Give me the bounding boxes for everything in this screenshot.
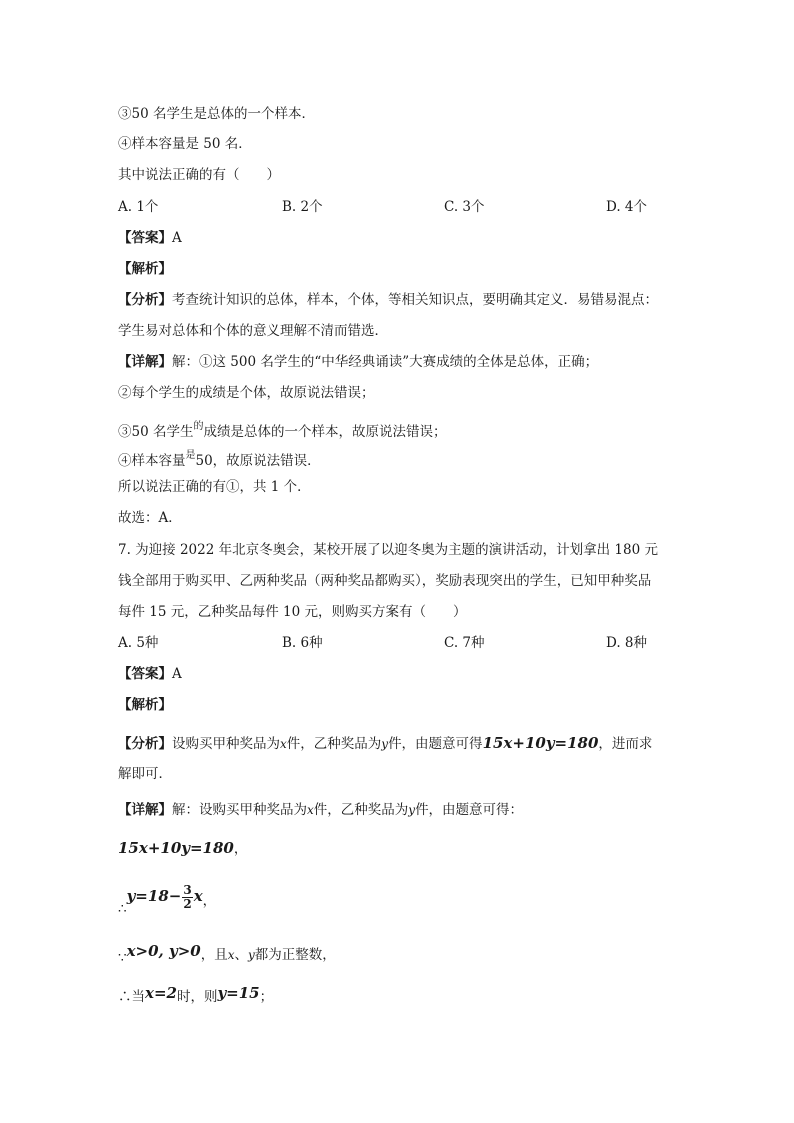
- q6-fenxi-line-2: 学生易对总体和个体的意义理解不清而错选．: [118, 323, 388, 339]
- equation: x: [193, 887, 203, 905]
- q6-option-b: B. 2个: [282, 199, 323, 215]
- q6-option-d: D. 4个: [606, 199, 648, 215]
- q6-option-c: C. 3个: [444, 199, 485, 215]
- detail-superscript: 的: [193, 421, 204, 432]
- variable-x: x: [227, 948, 235, 962]
- q7-fenxi-line-1: [118, 733, 652, 754]
- q7-equation-line-2: [118, 883, 217, 917]
- equation: 15x+10y=180: [118, 839, 234, 857]
- fenxi-text: 件，乙种奖品为: [286, 736, 382, 752]
- q7-stem-line-3: 每件 15 元，乙种奖品每件 10 元，则购买方案有（ ）: [118, 604, 467, 620]
- equation: x=2: [145, 984, 177, 1002]
- answer-label: 【答案】: [118, 666, 172, 682]
- variable-x: x: [280, 737, 287, 751]
- equation: y=18−: [126, 887, 182, 905]
- punctuation: ；: [259, 989, 274, 1005]
- q7-option-c: C. 7种: [444, 635, 485, 651]
- condition-text: ，且: [200, 947, 228, 963]
- condition-text: 都为正整数，: [254, 947, 336, 963]
- equation: 15x+10y=180: [482, 734, 599, 752]
- q7-equation-line-1: [118, 838, 247, 859]
- detail-label: 【详解】: [118, 354, 172, 370]
- detail-superscript: 是: [185, 450, 196, 461]
- q7-option-d: D. 8种: [606, 635, 648, 651]
- detail-text: 50，故原说法错误．: [195, 453, 321, 469]
- detail-text: 件，乙种奖品为: [313, 802, 409, 818]
- answer-label: 【答案】: [118, 230, 172, 246]
- q6-statement-4: ④样本容量是 50 名．: [118, 136, 252, 152]
- q7-option-a: A. 5种: [118, 635, 159, 651]
- q6-detail-line-5: 所以说法正确的有①，共 1 个．: [118, 479, 311, 495]
- q7-analysis-label: 【解析】: [118, 697, 172, 713]
- q6-detail-line-1: [118, 352, 598, 372]
- detail-text: 件，由题意可得：: [415, 802, 524, 818]
- q6-analysis-label: 【解析】: [118, 261, 172, 277]
- case-text: ∴当: [118, 989, 145, 1005]
- variable-y: y: [408, 803, 416, 817]
- punctuation: ，: [233, 841, 248, 857]
- q6-choose: 故选：A．: [118, 510, 182, 526]
- because-symbol: ∵: [118, 950, 127, 966]
- fenxi-text: ，进而求: [598, 736, 653, 752]
- detail-text: 解：设购买甲种奖品为: [172, 802, 307, 818]
- q7-stem-line-2: 钱全部用于购买甲、乙两种奖品（两种奖品都购买），奖励表现突出的学生，已知甲种奖品: [118, 573, 652, 589]
- therefore-symbol: ∴: [118, 901, 127, 917]
- q6-fenxi-line-1: [118, 290, 658, 310]
- fraction-numerator: 3: [183, 883, 192, 897]
- q6-option-a: A. 1个: [118, 199, 159, 215]
- equation: y=15: [217, 984, 260, 1002]
- detail-text: ③50 名学生: [118, 424, 194, 440]
- case-text: 时，则: [176, 989, 218, 1005]
- fenxi-text: 件，由题意可得: [388, 736, 483, 752]
- q6-stem: 其中说法正确的有（ ）: [118, 167, 280, 183]
- detail-text: 成绩是总体的一个样本，故原说法错误；: [203, 424, 447, 440]
- fraction-denominator: 2: [183, 897, 192, 911]
- fenxi-text: 考查统计知识的总体，样本，个体，等相关知识点，要明确其定义．易错易混点：: [172, 292, 658, 308]
- q7-detail-line-1: [118, 800, 523, 820]
- punctuation: 、: [234, 947, 248, 963]
- fraction: [182, 884, 192, 911]
- variable-x: x: [307, 803, 314, 817]
- variable-y: y: [248, 948, 255, 962]
- q6-detail-line-3: [118, 417, 446, 442]
- q7-stem-line-1: 7. 为迎接 2022 年北京冬奥会，某校开展了以迎冬奥为主题的演讲活动，计划拿出 180 元: [118, 542, 658, 558]
- fenxi-text: 设购买甲种奖品为: [172, 736, 280, 752]
- punctuation: ，: [202, 893, 217, 909]
- q7-option-b: B. 6种: [282, 635, 323, 651]
- detail-label: 【详解】: [118, 802, 172, 818]
- detail-text: 解：①这 500 名学生的“中华经典诵读”大赛成绩的全体是总体，正确；: [172, 354, 599, 370]
- fenxi-label: 【分析】: [118, 736, 172, 752]
- q7-answer-line: [118, 664, 182, 684]
- answer-value: A: [172, 230, 182, 246]
- q6-detail-line-4: [118, 446, 321, 471]
- q7-case-line: [118, 986, 273, 1007]
- q7-fenxi-line-2: 解即可．: [118, 766, 172, 782]
- answer-value: A: [172, 666, 182, 682]
- q6-answer-line: [118, 228, 182, 248]
- q7-condition-line: [118, 944, 336, 965]
- detail-text: ④样本容量: [118, 453, 186, 469]
- fenxi-label: 【分析】: [118, 292, 172, 308]
- equation: x>0, y>0: [126, 942, 201, 960]
- q6-detail-line-2: ②每个学生的成绩是个体，故原说法错误；: [118, 385, 375, 401]
- variable-y: y: [381, 737, 389, 751]
- q6-statement-3: ③50 名学生是总体的一个样本．: [118, 106, 315, 122]
